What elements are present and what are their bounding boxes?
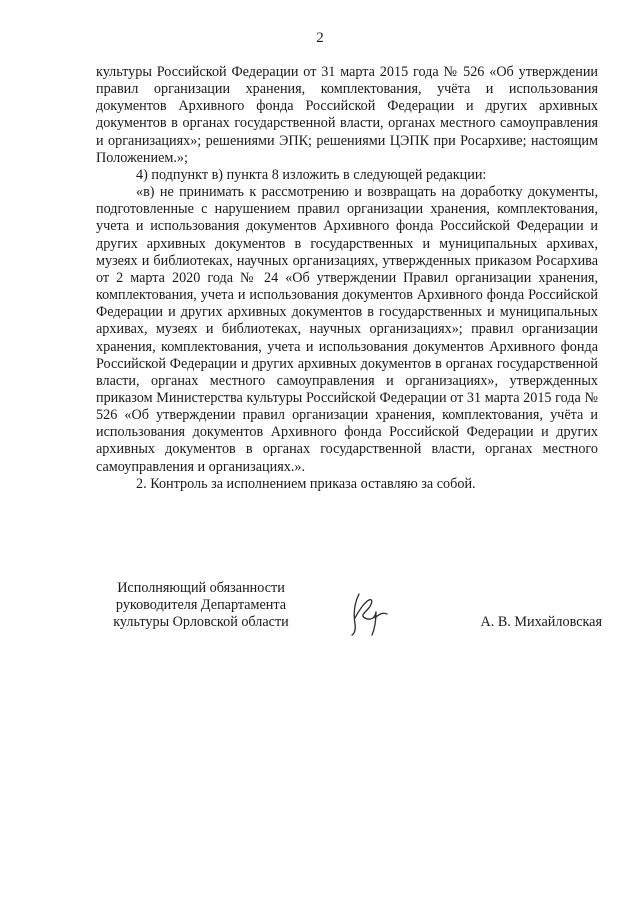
paragraph-subitem-v: «в) не принимать к рассмотрению и возвращать на доработку документы, подготовленные с нарушением правил организации хранения, комплектования, учета и использования документов Архивного фонда Российской Федерации и других архивных документов в государственных и муниципальных архивах, музеях и библиотеках, научных организациях, утвержденных приказом Росархива от 2 марта 2020 года № 24 «Об утверждении Правил организации хранения, комплектования, учета и использования документов Архивного фонда Российской Федерации и других архивных документов в государственных и муниципальных архивах, музеях и библиотеках, научных организациях»; правил организации хранения, комплектования, учета и использования документов Архивного фонда Российской Федерации и других архивных документов в органах государственной власти, органах местного самоуправления и организациях», утвержденных приказом Министерства культуры Российской Федерации от 31 марта 2015 года № 526 «Об утверждении правил организации хранения, комплектования, учёта и использования документов Архивного фонда Российской Федерации и других архивных документов в органах государственной власти, органах местного самоуправления и организациях.».: [96, 184, 598, 475]
signatory-title: [96, 580, 306, 632]
document-body: [96, 64, 598, 493]
paragraph-continuation: культуры Российской Федерации от 31 марта 2015 года № 526 «Об утверждении правил организации хранения, комплектования, учёта и использования документов Архивного фонда Российской Федерации и других архивных документов в органах государственной власти, органах местного самоуправления и организациях»; решениями ЭПК; решениями ЦЭПК при Росархиве; настоящим Положением.»;: [96, 64, 598, 166]
signatory-name: А. В. Михайловская: [480, 614, 602, 630]
signatory-title-line: культуры Орловской области: [113, 614, 289, 631]
paragraph-item-4: 4) подпункт в) пункта 8 изложить в следующей редакции:: [136, 166, 487, 183]
page-number: 2: [316, 30, 324, 46]
signatory-title-line: руководителя Департамента: [115, 597, 287, 614]
paragraph-item-2-control: 2. Контроль за исполнением приказа оставляю за собой.: [136, 475, 476, 492]
signatory-title-line: Исполняющий обязанности: [117, 580, 285, 596]
handwritten-signature: [345, 588, 393, 638]
